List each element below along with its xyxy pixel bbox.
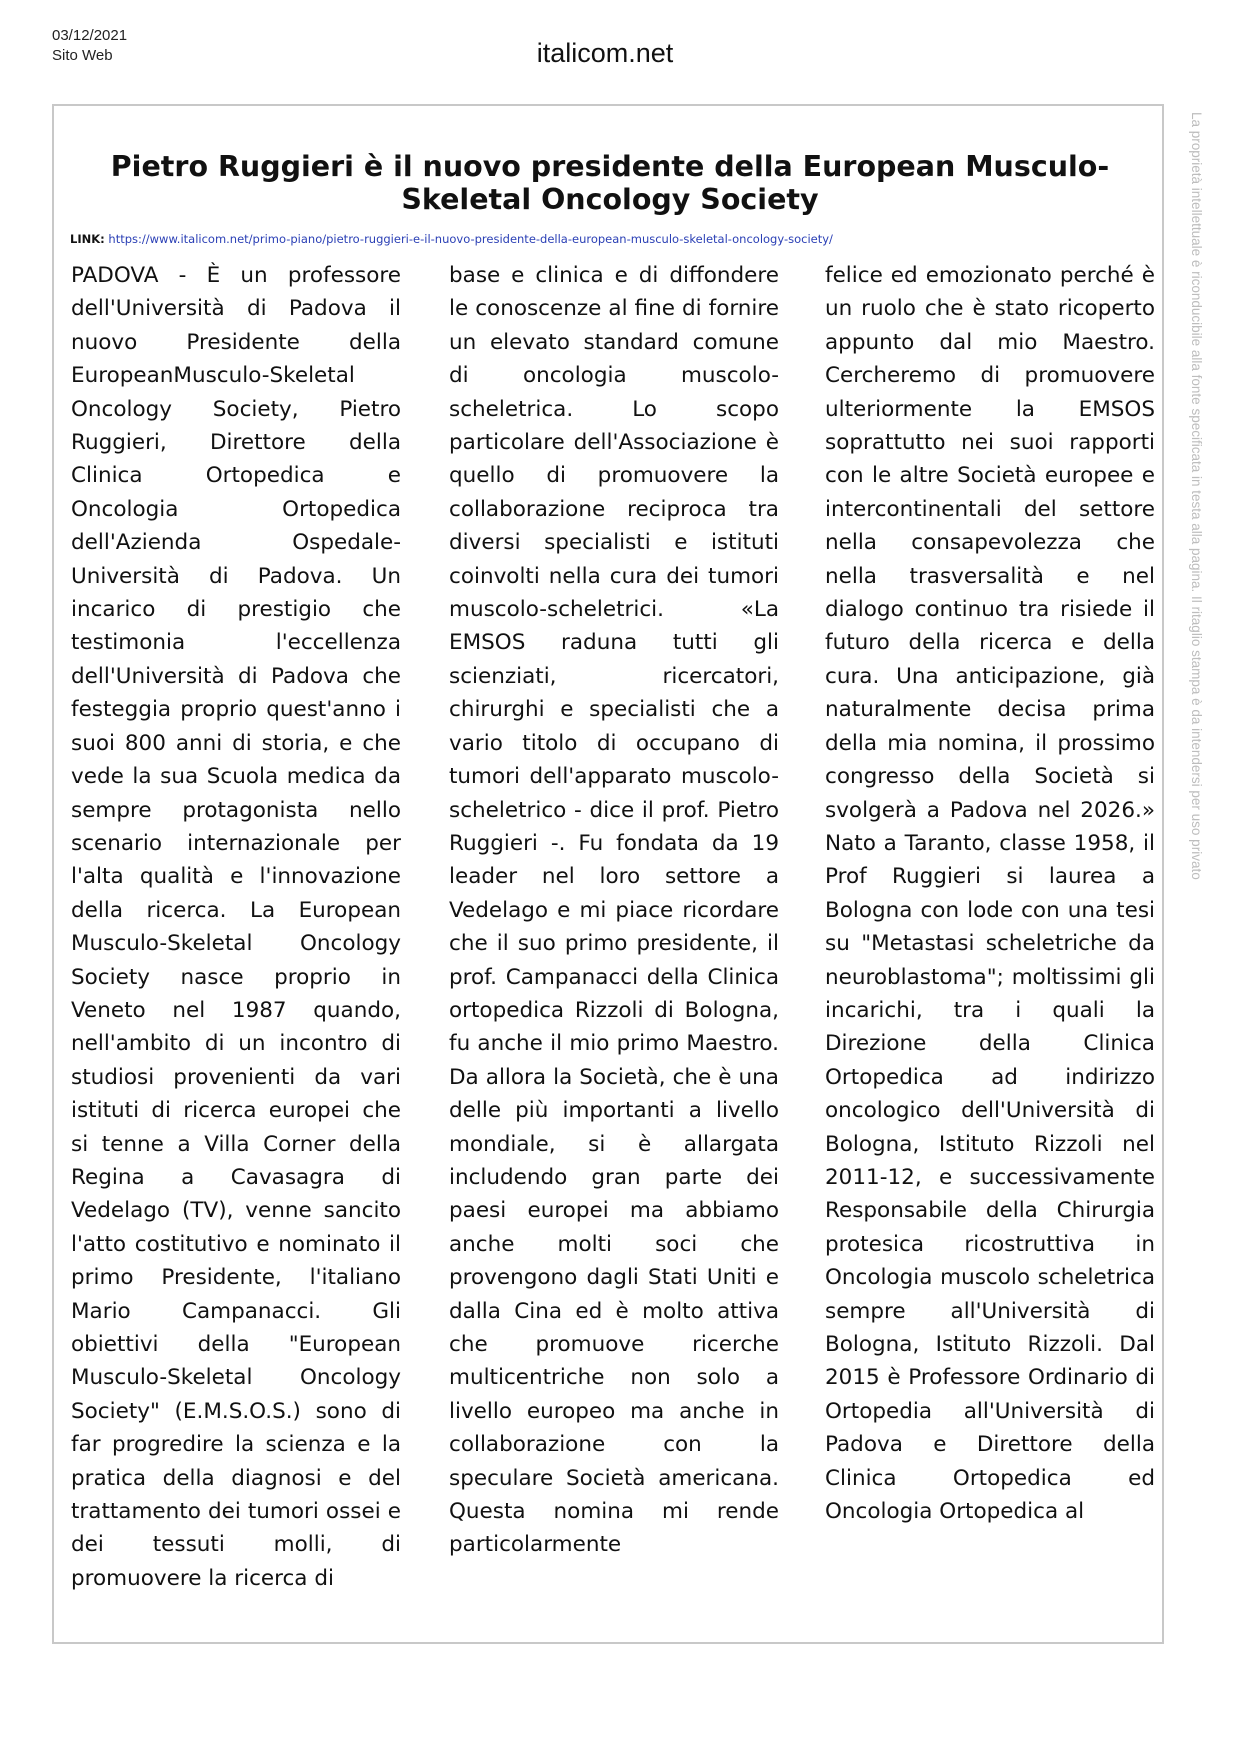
article-column-3: felice ed emozionato perché è un ruolo che è stato ricoperto appunto dal mio Maestro. Cercheremo di promuovere ulteriormente la EMSOS soprattutto nei suoi rapporti con le altre Società europee e intercontinentali del settore nella consapevolezza che nella trasversalità e nel dialogo continuo tra risiede il futuro della ricerca e della cura. Una anticipazione, già naturalmente decisa prima della mia nomina, il prossimo congresso della Società si svolgerà a Padova nel 2026.» Nato a Taranto, classe 1958, il Prof Ruggieri si laurea a Bologna con lode con una tesi su "Metastasi scheletriche da neuroblastoma"; moltissimi gli incarichi, tra i quali la Direzione della Clinica Ortopedica ad indirizzo oncologico dell'Università di Bologna, Istituto Rizzoli nel 2011-12, e successivamente Responsabile della Chirurgia protesica ricostruttiva in Oncologia muscolo scheletrica sempre all'Università di Bologna, Istituto Rizzoli. Dal 2015 è Professore Ordinario di Ortopedia all'Università di Padova e Direttore della Clinica Ortopedica ed Oncologia Ortopedica al: [825, 263, 1155, 1525]
article-column-2: base e clinica e di diffondere le conoscenze al fine di fornire un elevato standard comune di oncologia muscolo-scheletrica. Lo scopo particolare dell'Associazione è quello di promuovere la collaborazione reciproca tra diversi specialisti e istituti coinvolti nella cura dei tumori muscolo-scheletrici. «La EMSOS raduna tutti gli scienziati, ricercatori, chirurghi e specialisti che a vario titolo di occupano di tumori dell'apparato muscolo-scheletrico - dice il prof. Pietro Ruggieri -. Fu fondata da 19 leader nel loro settore a Vedelago e mi piace ricordare che il suo primo presidente, il prof. Campanacci della Clinica ortopedica Rizzoli di Bologna, fu anche il mio primo Maestro. Da allora la Società, che è una delle più importanti a livello mondiale, si è allargata includendo gran parte dei paesi europei ma abbiamo anche molti soci che provengono dagli Stati Uniti e dalla Cina ed è molto attiva che promuove ricerche multicentriche non solo a livello europeo ma anche in collaborazione con la speculare Società americana. Questa nomina mi rende particolarmente: [449, 263, 779, 1558]
article-link[interactable]: https://www.italicom.net/primo-piano/pietro-ruggieri-e-il-nuovo-presidente-della-european-musculo-skeletal-oncology-society/: [108, 232, 833, 246]
article-title: Pietro Ruggieri è il nuovo presidente della European Musculo-Skeletal Oncology Society: [110, 150, 1110, 216]
article-column-1: PADOVA - È un professore dell'Università di Padova il nuovo Presidente della EuropeanMusculo-Skeletal Oncology Society, Pietro Ruggieri, Direttore della Clinica Ortopedica e Oncologia Ortopedica dell'Azienda Ospedale-Università di Padova. Un incarico di prestigio che testimonia l'eccellenza dell'Università di Padova che festeggia proprio quest'anno i suoi 800 anni di storia, e che vede la sua Scuola medica da sempre protagonista nello scenario internazionale per l'alta qualità e l'innovazione della ricerca. La European Musculo-Skeletal Oncology Society nasce proprio in Veneto nel 1987 quando, nell'ambito di un incontro di studiosi provenienti da vari istituti di ricerca europei che si tenne a Villa Corner della Regina a Cavasagra di Vedelago (TV), venne sancito l'atto costitutivo e nominato il primo Presidente, l'italiano Mario Campanacci. Gli obiettivi della "European Musculo-Skeletal Oncology Society" (E.M.S.O.S.) sono di far progredire la scienza e la pratica della diagnosi e del trattamento dei tumori ossei e dei tessuti molli, di promuovere la ricerca di: [71, 263, 401, 1591]
copyright-notice: La proprietà intellettuale è riconducibile alla fonte specificata in testa alla pagina. Il ritaglio stampa è da intendersi per uso privato: [1189, 112, 1204, 880]
site-name: italicom.net: [536, 38, 674, 68]
link-label: LINK:: [70, 232, 105, 246]
article-link-line: [70, 232, 1150, 246]
clipping-date: 03/12/2021: [52, 27, 128, 44]
source-type: Sito Web: [52, 47, 113, 64]
